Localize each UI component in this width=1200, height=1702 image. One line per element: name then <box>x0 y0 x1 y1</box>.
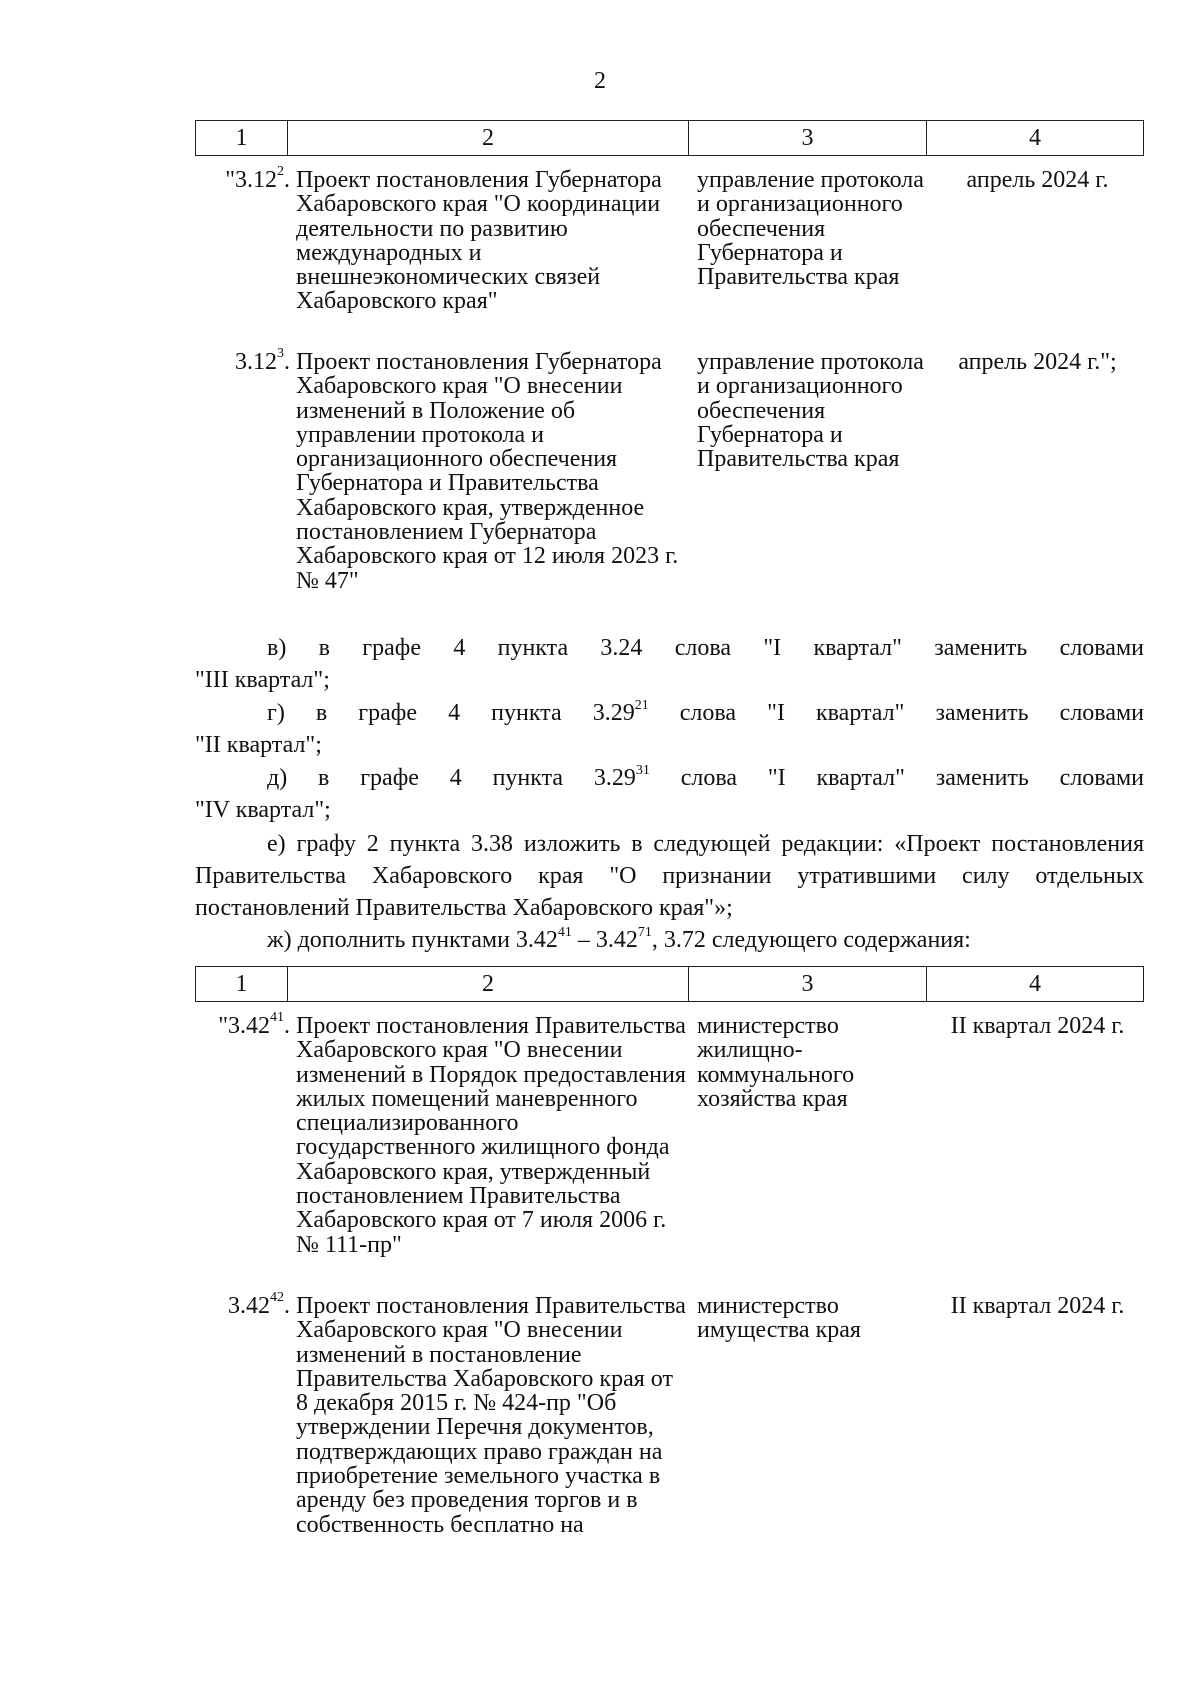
deadline-cell: II квартал 2024 г. <box>950 1013 1125 1039</box>
table1-header-row <box>195 120 1144 156</box>
paragraph-line: в) в графе 4 пункта 3.24 слова "I квартал" заменить словами <box>267 635 1144 661</box>
paragraph-zh: ж) дополнить пунктами 3.42$^{41}$ – 3.42$^{71}$, 3.72 следующего содержания: <box>267 925 971 953</box>
column-header-1: 1 <box>196 121 288 155</box>
document-title-cell: Проект постановления Правительства Хабаровского края "О внесении изменений в постановление Правительства Хабаровского края от 8 декабря 2015 г. № 424-пр "Об утверждении Перечня документов, подтверждающих право граждан на приобретение земельного участка в аренду без проведения торгов и в собственность бесплатно на <box>296 1293 686 1538</box>
document-title-cell: Проект постановления Губернатора Хабаровского края "О внесении изменений в Положение об управлении протокола и организационного обеспечения Губернатора и Правительства Хабаровского края, утвержденное постановлением Губернатора Хабаровского края от 12 июля 2023 г. № 47" <box>296 349 679 594</box>
column-header-2: 2 <box>288 967 689 1001</box>
responsible-cell: министерство жилищно-коммунального хозяйства края <box>697 1013 855 1112</box>
paragraph-line: "II квартал"; <box>195 732 322 758</box>
deadline-cell: II квартал 2024 г. <box>950 1293 1125 1319</box>
paragraph-line: г) в графе 4 пункта 3.29$^{21}$ слова "I квартал" заменить словами <box>267 698 1145 726</box>
paragraph-line: д) в графе 4 пункта 3.29$^{31}$ слова "I квартал" заменить словами <box>267 763 1145 791</box>
paragraph-line: "III квартал"; <box>195 667 330 693</box>
paragraph-v <box>195 632 1144 696</box>
row-number: 3.12$^3$. <box>235 346 290 375</box>
column-header-2: 2 <box>288 121 689 155</box>
row-number: "3.12$^2$. <box>225 164 290 193</box>
paragraph-e: е) графу 2 пункта 3.38 изложить в следующей редакции: «Проект постановления Правительства Хабаровского края "О признании утратившими силу отдельных постановлений Правительства Хабаровского края"»; <box>195 831 1144 921</box>
row-number: "3.42$^{41}$. <box>218 1010 290 1039</box>
document-title-cell: Проект постановления Губернатора Хабаровского края "О координации деятельности по развитию международных и внешнеэкономических связей Хабаровского края" <box>296 167 662 315</box>
document-title-cell: Проект постановления Правительства Хабаровского края "О внесении изменений в Порядок предоставления жилых помещений маневренного специализированного государственного жилищного фонда Хабаровского края, утвержденный постановлением Правительства Хабаровского края от 7 июля 2006 г. № 111-пр" <box>296 1013 686 1258</box>
paragraph-g <box>195 697 1144 761</box>
paragraph-line: "IV квартал"; <box>195 797 331 823</box>
responsible-cell: управление протокола и организационного обеспечения Губернатора и Правительства края <box>697 349 924 473</box>
column-header-3: 3 <box>689 121 927 155</box>
responsible-cell: министерство имущества края <box>697 1293 861 1344</box>
deadline-cell: апрель 2024 г. <box>966 167 1109 193</box>
page-number: 2 <box>594 68 606 94</box>
deadline-cell: апрель 2024 г."; <box>958 349 1117 375</box>
column-header-3: 3 <box>689 967 927 1001</box>
table2-header-row <box>195 966 1144 1002</box>
column-header-4: 4 <box>1029 970 1041 997</box>
column-header-4: 4 <box>1029 124 1041 151</box>
column-header-1: 1 <box>196 967 288 1001</box>
paragraph-d <box>195 762 1144 826</box>
responsible-cell: управление протокола и организационного обеспечения Губернатора и Правительства края <box>697 167 924 291</box>
row-number: 3.42$^{42}$. <box>228 1290 290 1319</box>
